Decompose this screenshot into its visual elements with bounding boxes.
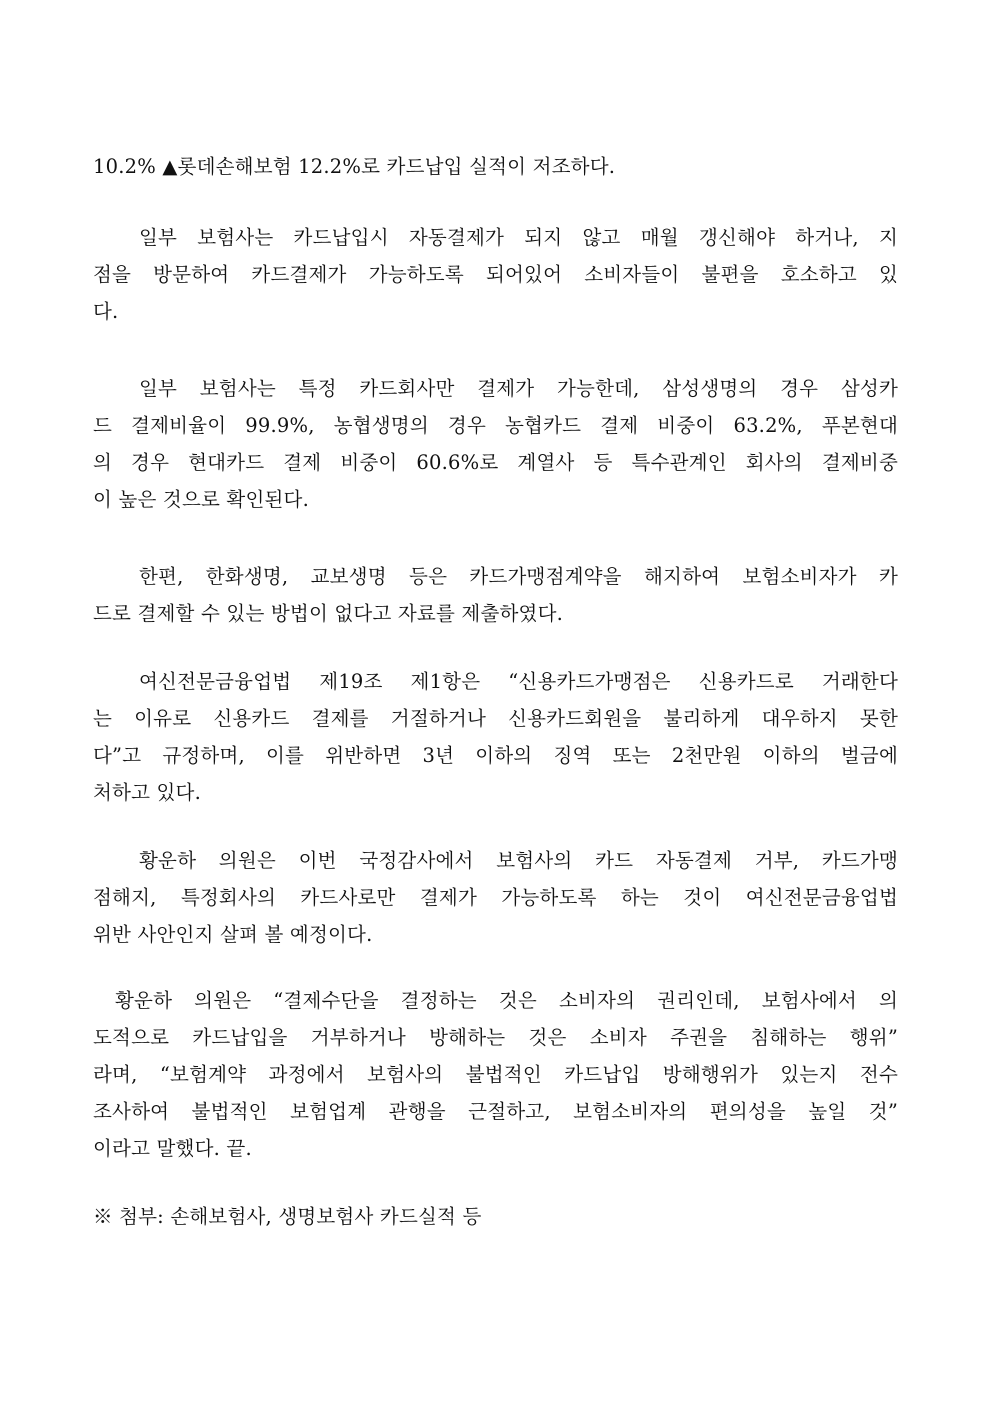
paragraph-5 — [93, 663, 898, 811]
paragraph-line: 한편, 한화생명, 교보생명 등은 카드가맹점계약을 해지하여 보험소비자가 카 — [139, 565, 898, 588]
paragraph-4 — [93, 558, 898, 632]
paragraph-line: 황운하 의원은 이번 국정감사에서 보험사의 카드 자동결제 거부, 카드가맹 — [139, 849, 898, 872]
paragraph-line: 드 결제비율이 99.9%, 농협생명의 경우 농협카드 결제 비중이 63.2%, 푸본현대 — [93, 414, 898, 437]
paragraph-line: 다”고 규정하며, 이를 위반하면 3년 이하의 징역 또는 2천만원 이하의 벌금에 — [93, 744, 898, 767]
paragraph-line: 라며, “보험계약 과정에서 보험사의 불법적인 카드납입 방해행위가 있는지 전수 — [93, 1063, 898, 1086]
paragraph-line: 의 경우 현대카드 결제 비중이 60.6%로 계열사 등 특수관계인 회사의 결제비중 — [93, 451, 898, 474]
paragraph-3 — [93, 370, 898, 518]
paragraph-2 — [93, 219, 898, 330]
paragraph-line: 도적으로 카드납입을 거부하거나 방해하는 것은 소비자 주권을 침해하는 행위” — [93, 1026, 898, 1049]
paragraph-line: 이라고 말했다. 끝. — [93, 1137, 252, 1160]
paragraph-line: 점해지, 특정회사의 카드사로만 결제가 가능하도록 하는 것이 여신전문금융업법 — [93, 886, 898, 909]
attachment-note — [93, 1198, 898, 1235]
paragraph-6 — [93, 842, 898, 953]
paragraph-line: 여신전문금융업법 제19조 제1항은 “신용카드가맹점은 신용카드로 거래한다 — [139, 670, 898, 693]
paragraph-line: 다. — [93, 300, 119, 323]
paragraph-1 — [93, 148, 898, 185]
paragraph-line: 이 높은 것으로 확인된다. — [93, 488, 309, 511]
paragraph-line: 10.2% ▲롯데손해보험 12.2%로 카드납입 실적이 저조하다. — [93, 155, 616, 178]
paragraph-line: 조사하여 불법적인 보험업계 관행을 근절하고, 보험소비자의 편의성을 높일 것” — [93, 1100, 898, 1123]
paragraph-line: 드로 결제할 수 있는 방법이 없다고 자료를 제출하였다. — [93, 602, 564, 625]
paragraph-7 — [93, 982, 898, 1167]
paragraph-line: 처하고 있다. — [93, 781, 201, 804]
paragraph-line: 일부 보험사는 카드납입시 자동결제가 되지 않고 매월 갱신해야 하거나, 지 — [139, 226, 898, 249]
attachment-line: ※ 첨부: 손해보험사, 생명보험사 카드실적 등 — [93, 1205, 482, 1228]
paragraph-line: 점을 방문하여 카드결제가 가능하도록 되어있어 소비자들이 불편을 호소하고 있 — [93, 263, 898, 286]
paragraph-line: 는 이유로 신용카드 결제를 거절하거나 신용카드회원을 불리하게 대우하지 못한 — [93, 707, 898, 730]
paragraph-line: 황운하 의원은 “결제수단을 결정하는 것은 소비자의 권리인데, 보험사에서 의 — [115, 989, 898, 1012]
paragraph-line: 위반 사안인지 살펴 볼 예정이다. — [93, 923, 373, 946]
document-page — [93, 148, 898, 1235]
paragraph-line: 일부 보험사는 특정 카드회사만 결제가 가능한데, 삼성생명의 경우 삼성카 — [139, 377, 898, 400]
